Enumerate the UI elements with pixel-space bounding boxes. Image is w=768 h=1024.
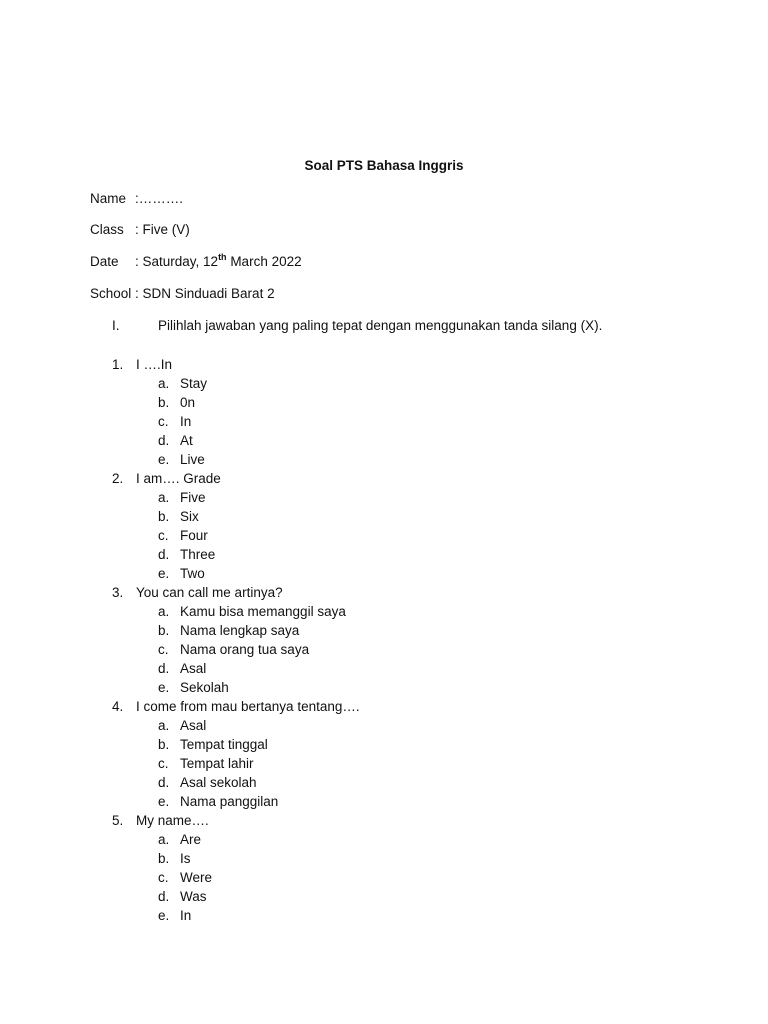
option-text: Tempat tinggal — [180, 737, 268, 752]
question-text: I come from mau bertanya tentang…. — [136, 699, 360, 714]
answer-option — [112, 545, 712, 564]
question-text: My name…. — [136, 813, 209, 828]
answer-option — [112, 602, 712, 621]
option-letter: a. — [158, 376, 170, 391]
option-letter: c. — [158, 414, 169, 429]
option-letter: a. — [158, 490, 170, 505]
question-text: I ….In — [136, 357, 173, 372]
option-text: Are — [180, 832, 202, 847]
question-number: 2. — [112, 471, 124, 486]
option-text: Five — [180, 490, 206, 505]
section-heading — [112, 317, 602, 335]
date-value-post: March 2022 — [226, 254, 302, 269]
question-text: You can call me artinya? — [136, 585, 283, 600]
option-text: Six — [180, 509, 199, 524]
option-text: Asal — [180, 718, 207, 733]
name-label: Name — [90, 191, 127, 206]
option-text: Is — [180, 851, 191, 866]
option-text: Stay — [180, 376, 208, 391]
option-text: Nama lengkap saya — [180, 623, 300, 638]
option-text: Sekolah — [180, 680, 229, 695]
option-letter: b. — [158, 509, 170, 524]
option-text: Was — [180, 889, 207, 904]
answer-option — [112, 773, 712, 792]
question-list — [112, 355, 712, 925]
option-text: 0n — [180, 395, 196, 410]
answer-option — [112, 716, 712, 735]
school-row — [90, 285, 275, 303]
name-value: :………. — [135, 191, 184, 206]
option-text: Nama panggilan — [180, 794, 279, 809]
answer-option — [112, 507, 712, 526]
option-letter: d. — [158, 775, 170, 790]
option-text: Nama orang tua saya — [180, 642, 310, 657]
answer-option — [112, 431, 712, 450]
answer-option — [112, 792, 712, 811]
option-text: Asal — [180, 661, 207, 676]
answer-option — [112, 393, 712, 412]
option-letter: d. — [158, 889, 170, 904]
question-item — [112, 697, 712, 716]
option-letter: b. — [158, 737, 170, 752]
option-letter: e. — [158, 908, 170, 923]
option-letter: b. — [158, 623, 170, 638]
option-letter: e. — [158, 452, 170, 467]
option-letter: c. — [158, 528, 169, 543]
date-row — [90, 253, 302, 271]
answer-option — [112, 887, 712, 906]
option-text: Were — [180, 870, 213, 885]
answer-option — [112, 450, 712, 469]
option-text: Four — [180, 528, 208, 543]
answer-option — [112, 526, 712, 545]
name-row — [90, 190, 183, 208]
question-text: I am…. Grade — [136, 471, 221, 486]
question-number: 4. — [112, 699, 124, 714]
question-number: 1. — [112, 357, 124, 372]
option-letter: c. — [158, 870, 169, 885]
option-text: In — [180, 908, 192, 923]
date-value-pre: : Saturday, 12 — [135, 254, 219, 269]
school-value: : SDN Sinduadi Barat 2 — [135, 286, 275, 301]
answer-option — [112, 564, 712, 583]
question-number: 3. — [112, 585, 124, 600]
answer-option — [112, 374, 712, 393]
option-letter: d. — [158, 661, 170, 676]
section-instruction: Pilihlah jawaban yang paling tepat dengan menggunakan tanda silang (X). — [158, 318, 603, 333]
option-letter: a. — [158, 718, 170, 733]
class-row — [90, 221, 190, 239]
answer-option — [112, 678, 712, 697]
question-item — [112, 583, 712, 602]
option-text: Asal sekolah — [180, 775, 257, 790]
section-number: I. — [112, 318, 120, 333]
answer-option — [112, 488, 712, 507]
option-letter: e. — [158, 680, 170, 695]
answer-option — [112, 412, 712, 431]
option-text: Live — [180, 452, 205, 467]
option-text: At — [180, 433, 193, 448]
question-item — [112, 469, 712, 488]
option-letter: a. — [158, 604, 170, 619]
date-label: Date — [90, 254, 119, 269]
answer-option — [112, 830, 712, 849]
option-letter: c. — [158, 642, 169, 657]
answer-option — [112, 735, 712, 754]
answer-option — [112, 868, 712, 887]
option-letter: a. — [158, 832, 170, 847]
question-item — [112, 811, 712, 830]
class-value: : Five (V) — [135, 222, 190, 237]
document-title: Soal PTS Bahasa Inggris — [304, 158, 464, 173]
question-item — [112, 355, 712, 374]
date-value-sup: th — [218, 251, 227, 262]
option-letter: e. — [158, 794, 170, 809]
answer-option — [112, 640, 712, 659]
answer-option — [112, 754, 712, 773]
option-letter: e. — [158, 566, 170, 581]
school-label: School — [90, 286, 132, 301]
option-letter: b. — [158, 851, 170, 866]
answer-option — [112, 906, 712, 925]
class-label: Class — [90, 222, 124, 237]
option-text: Kamu bisa memanggil saya — [180, 604, 346, 619]
option-text: In — [180, 414, 192, 429]
option-text: Three — [180, 547, 216, 562]
option-text: Two — [180, 566, 205, 581]
answer-option — [112, 621, 712, 640]
option-text: Tempat lahir — [180, 756, 254, 771]
option-letter: c. — [158, 756, 169, 771]
answer-option — [112, 659, 712, 678]
question-number: 5. — [112, 813, 124, 828]
option-letter: d. — [158, 433, 170, 448]
option-letter: d. — [158, 547, 170, 562]
answer-option — [112, 849, 712, 868]
option-letter: b. — [158, 395, 170, 410]
